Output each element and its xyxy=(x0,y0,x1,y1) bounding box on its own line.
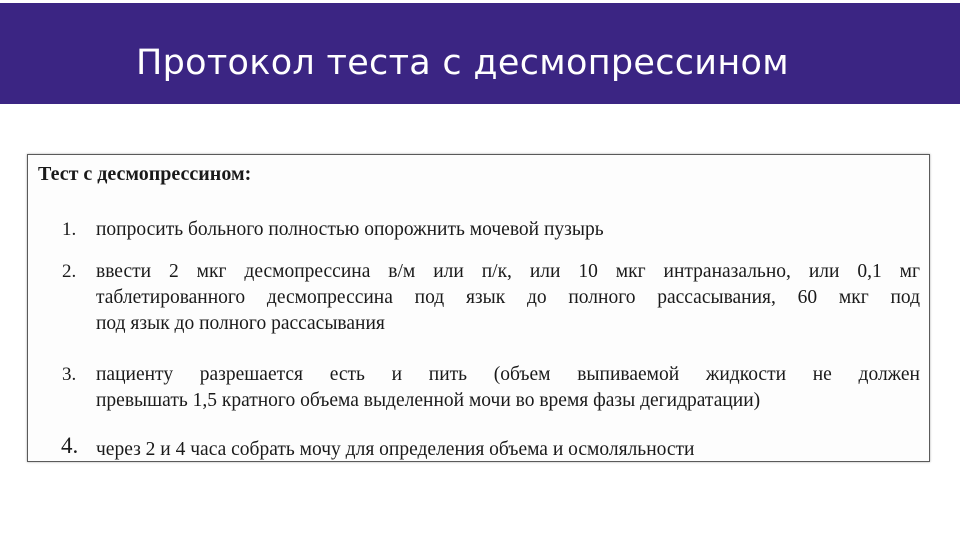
list-item-number: 1. xyxy=(62,219,77,240)
list-item-line: таблетированного десмопрессина под язык до полного рассасывания, 60 мкг под xyxy=(96,287,920,308)
list-item-number: 4. xyxy=(61,433,79,458)
list-item-number: 3. xyxy=(62,364,77,385)
slide-title: Протокол теста с десмопрессином xyxy=(136,43,789,83)
list-item-line: превышать 1,5 кратного объема выделенной мочи во время фазы дегидратации) xyxy=(96,390,761,411)
document-image xyxy=(27,154,930,462)
list-item-text xyxy=(96,217,920,243)
list-item-line: ввести 2 мкг десмопрессина в/м или п/к, или 10 мкг интраназально, или 0,1 мг xyxy=(96,261,920,282)
list-item-line: через 2 и 4 часа собрать мочу для определения объема и осмоляльности xyxy=(96,439,695,460)
list-item-line: попросить больного полностью опорожнить мочевой пузырь xyxy=(96,219,604,240)
list-item-text xyxy=(96,259,920,337)
list-item-line: под язык до полного рассасывания xyxy=(96,313,385,334)
document-heading: Тест с десмопрессином: xyxy=(38,163,252,185)
list-item-text xyxy=(96,362,920,414)
title-bar xyxy=(0,3,960,104)
list-item-text xyxy=(96,437,920,463)
list-item-line: пациенту разрешается есть и пить (объем выпиваемой жидкости не должен xyxy=(96,364,920,385)
list-item-number: 2. xyxy=(62,261,77,282)
